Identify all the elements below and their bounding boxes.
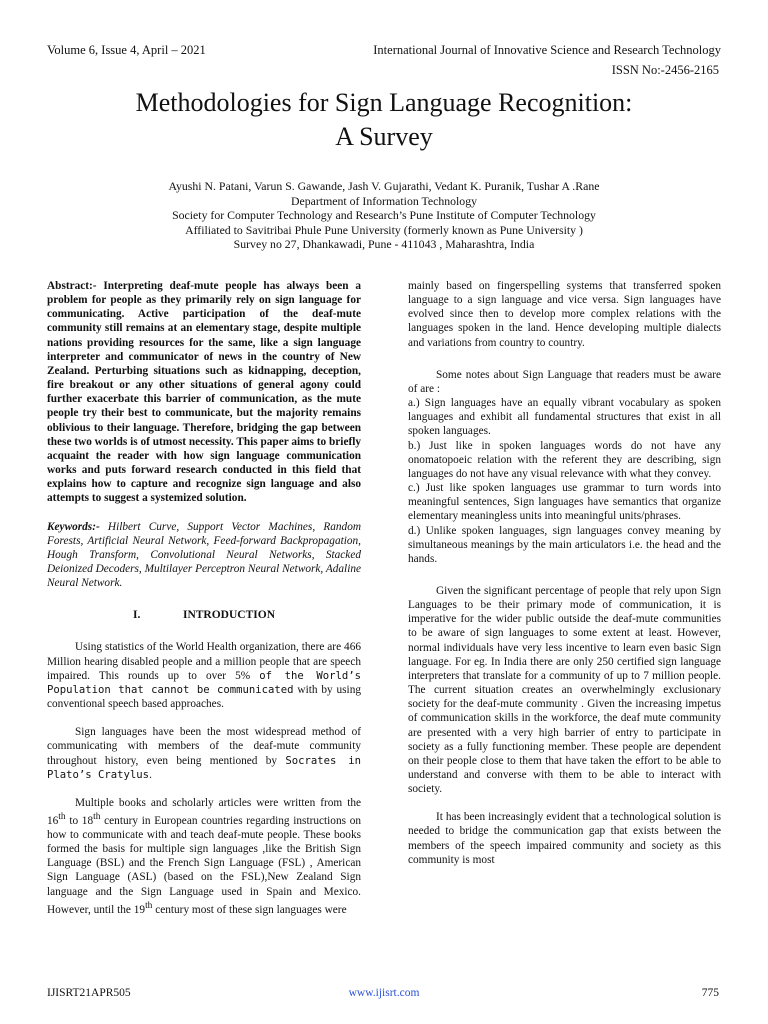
abstract-label: Abstract:- — [47, 280, 97, 292]
journal-volume: Volume 6, Issue 4, April – 2021 — [47, 43, 206, 57]
section-number: I. — [132, 609, 141, 622]
paragraph-significance: Given the significant percentage of people that rely upon Sign Languages to be their primary mode of communication, it is imperative for the wider public outside the deaf-mute communities to be aware of sign languages to some extent at least. However, normal individuals have very less incentive to learn even basic Sign language. For eg. In India there are only 250 certified sign language interpreters that translate for a community of up to 7 million people. The current situation creates an overwhelmingly exclusionary society for the deaf-mute community . Given the increasing impetus of communication skills in the workforce, the deaf mute community are presented with a very high barrier of entry to participate in society as a fully functioning member. These people are dependent on their people close to them that have taken the effort to be able to understand and converse with them to be able to interact with society. — [408, 584, 721, 796]
title-line-2: A Survey — [335, 122, 433, 151]
intro-paragraph-2 — [47, 725, 361, 782]
intro-paragraph-3 — [47, 796, 361, 917]
text-run: to 18 — [65, 814, 94, 827]
journal-name: International Journal of Innovative Science and Research Technology — [373, 43, 721, 57]
note-b: b.) Just like in spoken languages words do not have any onomatopoeic relation with the referent they are describing, sign languages do not have any visual relevance with what they convey. — [408, 439, 721, 480]
note-d: d.) Unlike spoken languages, sign languages convey meaning by simultaneous meanings by the main articulators i.e. the head and the hands. — [408, 524, 721, 565]
right-column — [408, 279, 721, 867]
abstract-text: Interpreting deaf-mute people has always been a problem for people as they primarily rely on sign language for communicating. Active participation of the deaf-mute community still remains at an elementary stage, despite multiple nations providing resources for the same, like a sign language interpreter and communicator of news in the country of New Zealand. Perturbing situations such as kidnapping, deception, fire breakout or any other situations of general agony could further exacerbate this barrier of communication, as the mute people try their best to communicate, but the majority remains oblivious to their language. Therefore, bridging the gap between these two worlds is of utmost necessity. This paper aims to briefly acquaint the reader with how sign language communication works and puts forward research conducted in this field that explains how to capture and recognize sign language and also attempts to suggest a systemized solution. — [47, 280, 362, 505]
department: Department of Information Technology — [290, 193, 477, 208]
text-run-mono: of the World’s Population that cannot be communicated — [47, 669, 361, 696]
author-block — [0, 179, 768, 252]
article-code: IJISRT21APR505 — [47, 987, 131, 999]
issn: ISSN No:-2456-2165 — [611, 63, 719, 77]
text-run: Sign languages have been the most widespread method of communicating with members of the deaf-mute community throughout history, even being mentioned by — [47, 726, 361, 767]
text-run: Multiple books and scholarly articles were written from the 16 — [47, 796, 361, 827]
address: Survey no 27, Dhankawadi, Pune - 411043 , Maharashtra, India — [233, 237, 535, 252]
keywords-text: Hilbert Curve, Support Vector Machines, Random Forests, Artificial Neural Network, Feed-forward Backpropagation, Hough Transform, Convolutional Neural Networks, Stacked Deionized Decoders, Multilayer Perceptron Neural Network, Adaline Neural Network. — [47, 520, 361, 590]
journal-url-link[interactable]: www.ijisrt.com — [348, 987, 420, 999]
intro-paragraph-1 — [47, 640, 361, 711]
text-run: . — [149, 768, 152, 781]
superscript: th — [145, 900, 153, 911]
section-heading-introduction — [47, 608, 361, 622]
affiliation: Affiliated to Savitribai Phule Pune University (formerly known as Pune University ) — [185, 222, 583, 237]
paragraph-fingerspelling: mainly based on fingerspelling systems that transferred spoken language to a sign language and vice versa. Sign languages have evolved since then to develop more complex relations with the languages spoken in the land. Hence developing multiple dialects and variations from country to country. — [408, 280, 721, 349]
keywords-label: Keywords:- — [47, 520, 100, 533]
section-title: INTRODUCTION — [182, 609, 275, 622]
abstract — [47, 279, 361, 506]
page-number: 775 — [701, 987, 719, 999]
paper-title — [0, 86, 768, 154]
title-line-1: Methodologies for Sign Language Recognition: — [135, 88, 633, 117]
note-c: c.) Just like spoken languages use grammar to turn words into meaningful sentences, Sign languages have semantics that organize elementary meaningless units into meaningful units/phrases. — [408, 482, 721, 523]
superscript: th — [93, 812, 101, 822]
superscript: th — [58, 812, 66, 822]
left-column — [47, 279, 361, 917]
text-run: with by using conventional speech based approaches. — [47, 683, 361, 711]
keywords — [47, 520, 361, 591]
text-run: century in European countries regarding instructions on how to communicate with and teach deaf-mute people. These books formed the basis for multiple sign languages ,like the British Sign Language (BSL) and the French Sign Language (FSL) , American Sign Language (ASL) (based on the FSL),New Zealand Sign language and the Sign Language used in Spain and Mexico. However, until the 19 — [47, 814, 361, 916]
institute: Society for Computer Technology and Research’s Pune Institute of Computer Technology — [172, 208, 596, 223]
text-run: Using statistics of the World Health organization, there are 466 Million hearing disabled people and a million people that are speech impaired. This rounds up to over 5% — [47, 641, 361, 682]
text-run: century most of these sign languages were — [152, 903, 347, 916]
paragraph-notes-intro: Some notes about Sign Language that readers must be aware of are : — [408, 368, 721, 395]
note-a: a.) Sign languages have an equally vibrant vocabulary as spoken languages and exhibit all fundamental structures that exist in all spoken languages. — [408, 397, 721, 438]
paragraph-technological-solution: It has been increasingly evident that a technological solution is needed to bridge the communication gap that exists between the members of the speech impaired community and society as this community is most — [408, 811, 721, 866]
text-run-mono: Socrates in Plato’s Cratylus — [47, 754, 362, 781]
author-names: Ayushi N. Patani, Varun S. Gawande, Jash V. Gujarathi, Vedant K. Puranik, Tushar A .Rane — [168, 179, 600, 193]
